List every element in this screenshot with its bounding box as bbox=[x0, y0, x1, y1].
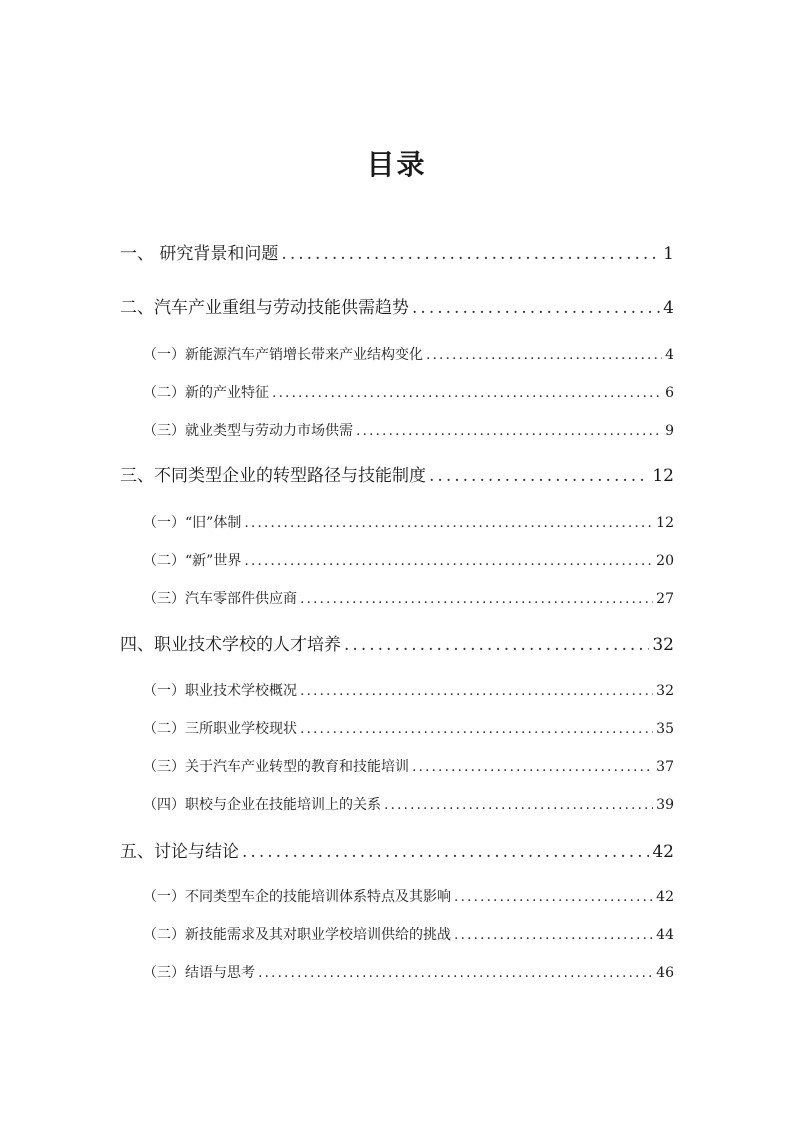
toc-entry-label: （二）新的产业特征 bbox=[143, 385, 269, 401]
toc-entry-section-2-1[interactable] bbox=[143, 344, 674, 366]
dot-leader bbox=[454, 924, 653, 946]
toc-page-number: 35 bbox=[656, 721, 674, 737]
toc-entry-section-3-3[interactable] bbox=[143, 588, 674, 610]
toc-entry-chapter-1[interactable] bbox=[120, 241, 674, 267]
dot-leader bbox=[244, 512, 653, 534]
toc-page-number: 20 bbox=[656, 553, 674, 569]
toc-entry-chapter-5[interactable] bbox=[120, 839, 674, 865]
toc-entry-chapter-2[interactable] bbox=[120, 295, 674, 321]
dot-leader bbox=[300, 588, 653, 610]
dot-leader bbox=[426, 344, 662, 366]
toc-page-number: 32 bbox=[656, 683, 674, 699]
toc-entry-label: 二、汽车产业重组与劳动技能供需趋势 bbox=[120, 298, 409, 318]
toc-page-number: 9 bbox=[665, 423, 674, 439]
toc-entry-chapter-3[interactable] bbox=[120, 463, 674, 489]
toc-entry-label: （三）就业类型与劳动力市场供需 bbox=[143, 423, 353, 439]
toc-entry-label: （二）“新”世界 bbox=[143, 553, 242, 569]
toc-page-number: 46 bbox=[656, 965, 674, 981]
toc-page-number: 32 bbox=[652, 635, 674, 655]
toc-page-number: 39 bbox=[656, 797, 674, 813]
dot-leader bbox=[454, 886, 653, 908]
dot-leader bbox=[258, 962, 653, 984]
toc-entry-label: 三、不同类型企业的转型路径与技能制度 bbox=[120, 466, 426, 486]
toc-page-number: 12 bbox=[656, 515, 674, 531]
toc-page-number: 1 bbox=[663, 244, 674, 264]
toc-page-number: 12 bbox=[652, 466, 674, 486]
toc-entry-label: 四、职业技术学校的人才培养 bbox=[120, 635, 341, 655]
toc-entry-section-3-2[interactable] bbox=[143, 550, 674, 572]
toc-entry-section-3-1[interactable] bbox=[143, 512, 674, 534]
toc-page-number: 6 bbox=[665, 385, 674, 401]
toc-page-number: 42 bbox=[652, 842, 674, 862]
toc-page-number: 42 bbox=[656, 889, 674, 905]
toc-entry-label: （二）三所职业学校现状 bbox=[143, 721, 297, 737]
toc-entry-label: （一）不同类型车企的技能培训体系特点及其影响 bbox=[143, 889, 451, 905]
toc-entry-label: （一）新能源汽车产销增长带来产业结构变化 bbox=[143, 347, 423, 363]
toc-entry-section-4-4[interactable] bbox=[143, 794, 674, 816]
dot-leader bbox=[272, 382, 662, 404]
page-title: 目录 bbox=[366, 148, 427, 181]
toc-entry-chapter-4[interactable] bbox=[120, 632, 674, 658]
dot-leader bbox=[429, 463, 649, 489]
dot-leader bbox=[300, 680, 653, 702]
toc-entry-section-4-2[interactable] bbox=[143, 718, 674, 740]
dot-leader bbox=[384, 794, 653, 816]
toc-page-number: 44 bbox=[656, 927, 674, 943]
dot-leader bbox=[412, 295, 660, 321]
dot-leader bbox=[242, 839, 649, 865]
dot-leader bbox=[244, 550, 653, 572]
toc-entry-label: （一）职业技术学校概况 bbox=[143, 683, 297, 699]
toc-entry-section-2-3[interactable] bbox=[143, 420, 674, 442]
toc-entry-label: 五、讨论与结论 bbox=[120, 842, 239, 862]
toc-page-number: 37 bbox=[656, 759, 674, 775]
toc-entry-label: （四）职校与企业在技能培训上的关系 bbox=[143, 797, 381, 813]
dot-leader bbox=[281, 241, 660, 267]
toc-entry-section-5-2[interactable] bbox=[143, 924, 674, 946]
toc-entry-label: 一、 研究背景和问题 bbox=[120, 244, 279, 264]
toc-entry-section-5-1[interactable] bbox=[143, 886, 674, 908]
toc-entry-section-5-3[interactable] bbox=[143, 962, 674, 984]
dot-leader bbox=[300, 718, 653, 740]
toc-entry-section-2-2[interactable] bbox=[143, 382, 674, 404]
toc-entry-label: （二）新技能需求及其对职业学校培训供给的挑战 bbox=[143, 927, 451, 943]
toc-entry-label: （三）汽车零部件供应商 bbox=[143, 591, 297, 607]
toc-entry-section-4-3[interactable] bbox=[143, 756, 674, 778]
toc-page-number: 4 bbox=[663, 298, 674, 318]
toc-entry-label: （三）关于汽车产业转型的教育和技能培训 bbox=[143, 759, 409, 775]
dot-leader bbox=[344, 632, 649, 658]
toc-entry-label: （三）结语与思考 bbox=[143, 965, 255, 981]
toc-entry-label: （一）“旧”体制 bbox=[143, 515, 242, 531]
toc-page-number: 27 bbox=[656, 591, 674, 607]
toc-entry-section-4-1[interactable] bbox=[143, 680, 674, 702]
toc-page-number: 4 bbox=[665, 347, 674, 363]
dot-leader bbox=[412, 756, 653, 778]
dot-leader bbox=[356, 420, 662, 442]
